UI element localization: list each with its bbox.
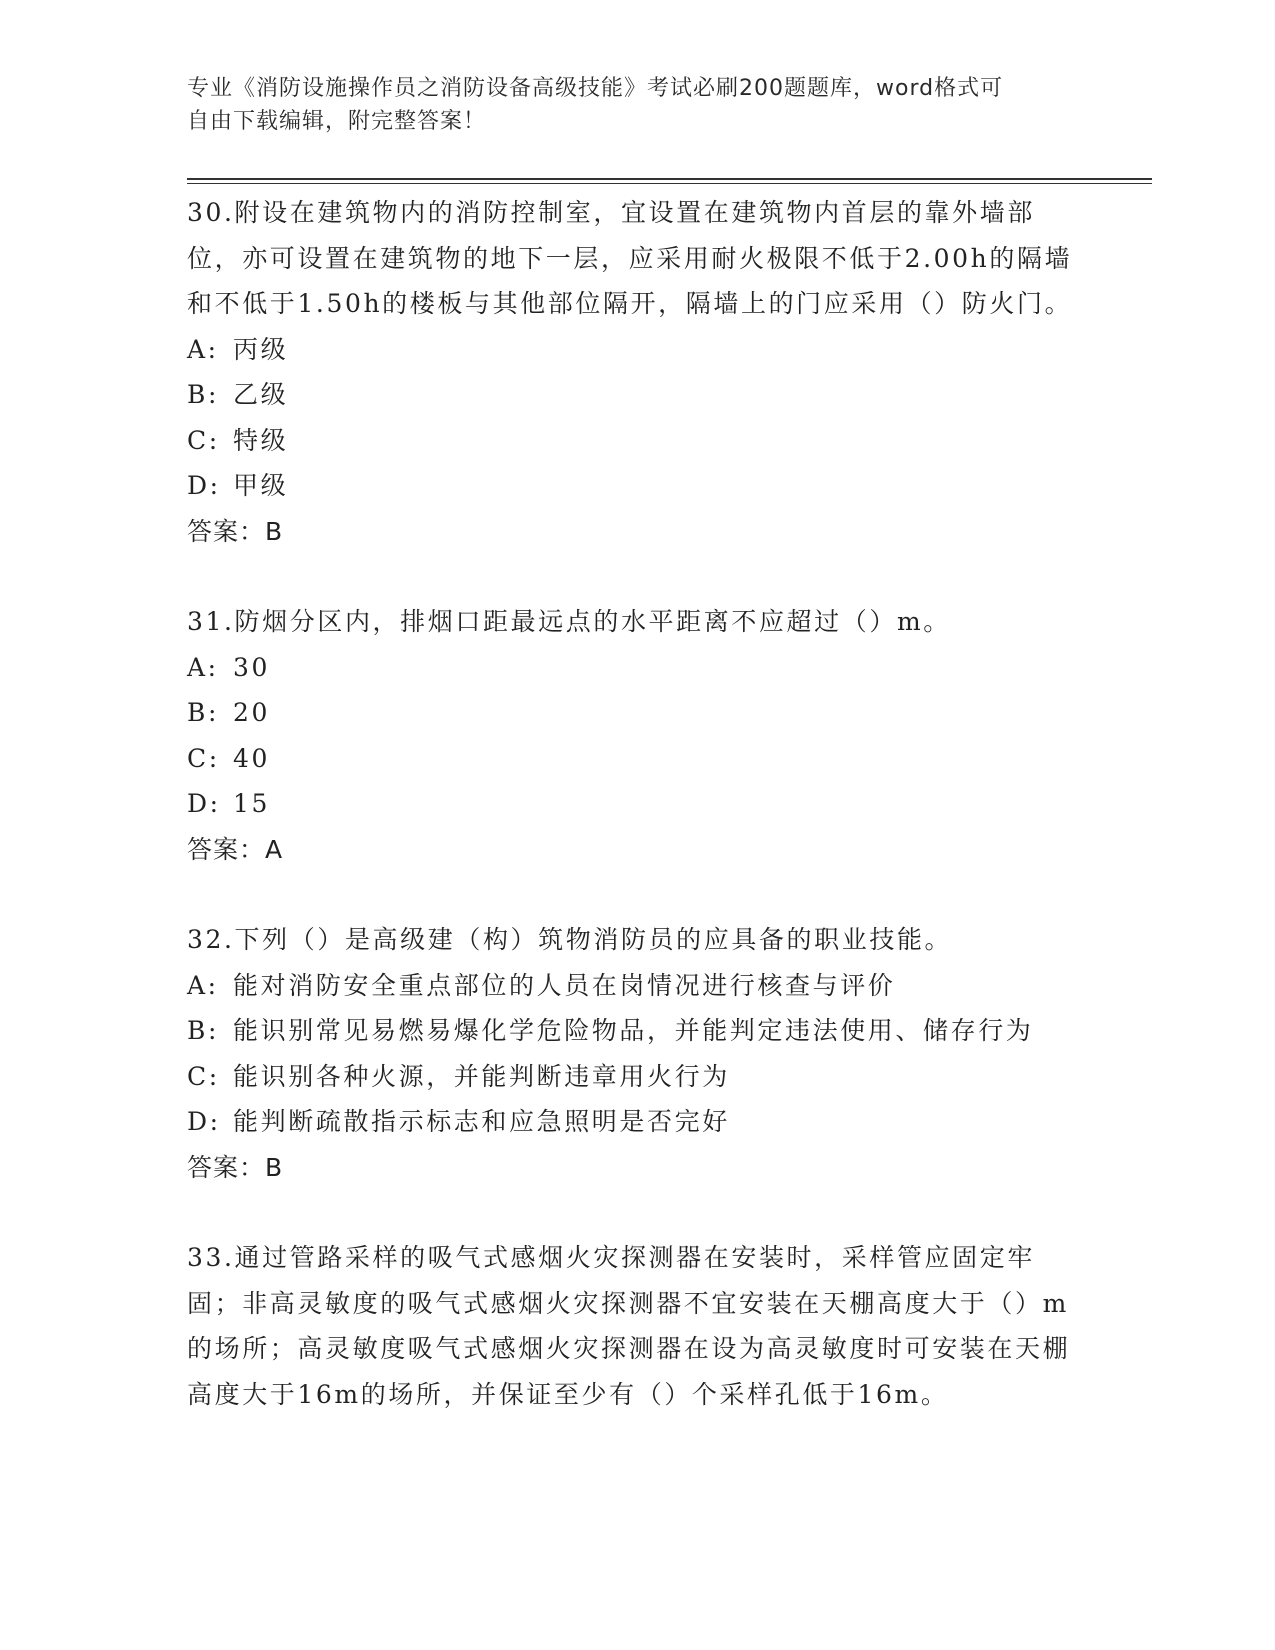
header-divider-thick: [187, 178, 1152, 180]
option-text: 20: [233, 698, 271, 727]
question-30: [187, 190, 1087, 554]
option-key: A:: [187, 652, 219, 682]
option-a: [187, 327, 1087, 373]
option-key: C:: [187, 743, 220, 773]
option-key: A:: [187, 334, 219, 364]
question-text: 33.通过管路采样的吸气式感烟火灾探测器在安装时，采样管应固定牢固；非高灵敏度的吸气式感烟火灾探测器不宜安装在天棚高度大于（）m的场所；高灵敏度吸气式感烟火灾探测器在设为高灵敏度时可安装在天棚高度大于16m的场所，并保证至少有（）个采样孔低于16m。: [187, 1243, 1071, 1409]
option-key: D:: [187, 789, 221, 818]
option-text: 能识别常见易燃易爆化学危险物品，并能判定违法使用、储存行为: [233, 1016, 1034, 1045]
header-divider-thin: [187, 183, 1152, 184]
question-text: 32.下列（）是高级建（构）筑物消防员的应具备的职业技能。: [187, 925, 953, 954]
question-list: [187, 190, 1087, 1462]
option-key: B:: [187, 380, 219, 409]
option-text: 乙级: [233, 380, 289, 409]
option-text: 甲级: [233, 471, 289, 500]
option-key: D:: [187, 471, 221, 500]
question-text: 31.防烟分区内，排烟口距最远点的水平距离不应超过（）m。: [187, 607, 951, 636]
answer-line: 答案：A: [187, 834, 284, 864]
option-text: 能对消防安全重点部位的人员在岗情况进行核查与评价: [233, 970, 896, 1000]
question-31: [187, 599, 1087, 872]
option-d: [187, 781, 1087, 827]
option-text: 丙级: [233, 334, 289, 364]
option-key: C:: [187, 1061, 220, 1091]
option-text: 30: [233, 652, 271, 682]
option-d: [187, 1099, 1087, 1145]
option-text: 能识别各种火源，并能判断违章用火行为: [233, 1061, 730, 1091]
option-b: [187, 1008, 1087, 1054]
option-b: [187, 372, 1087, 418]
option-key: D:: [187, 1107, 221, 1136]
option-d: [187, 463, 1087, 509]
option-text: 能判断疏散指示标志和应急照明是否完好: [233, 1107, 730, 1136]
option-key: C:: [187, 425, 220, 455]
option-a: [187, 645, 1087, 691]
option-text: 特级: [233, 425, 289, 455]
answer-line: 答案：B: [187, 1152, 284, 1182]
header-line-2: 自由下载编辑，附完整答案！: [187, 109, 487, 134]
option-c: [187, 736, 1087, 782]
option-key: B:: [187, 1016, 219, 1045]
header-line-1: 专业《消防设施操作员之消防设备高级技能》考试必刷200题题库，word格式可: [187, 76, 1004, 101]
question-text: 30.附设在建筑物内的消防控制室，宜设置在建筑物内首层的靠外墙部位，亦可设置在建筑物的地下一层，应采用耐火极限不低于2.00h的隔墙和不低于1.50h的楼板与其他部位隔开，隔墙上的门应采用（）防火门。: [187, 198, 1073, 318]
option-c: [187, 1054, 1087, 1100]
option-a: [187, 963, 1087, 1009]
option-key: B:: [187, 698, 219, 727]
option-b: [187, 690, 1087, 736]
option-text: 15: [233, 789, 271, 818]
question-33: [187, 1235, 1087, 1417]
document-header: [187, 72, 1067, 138]
option-c: [187, 418, 1087, 464]
option-text: 40: [233, 743, 271, 773]
answer-line: 答案：B: [187, 516, 284, 546]
question-32: [187, 917, 1087, 1190]
option-key: A:: [187, 970, 219, 1000]
